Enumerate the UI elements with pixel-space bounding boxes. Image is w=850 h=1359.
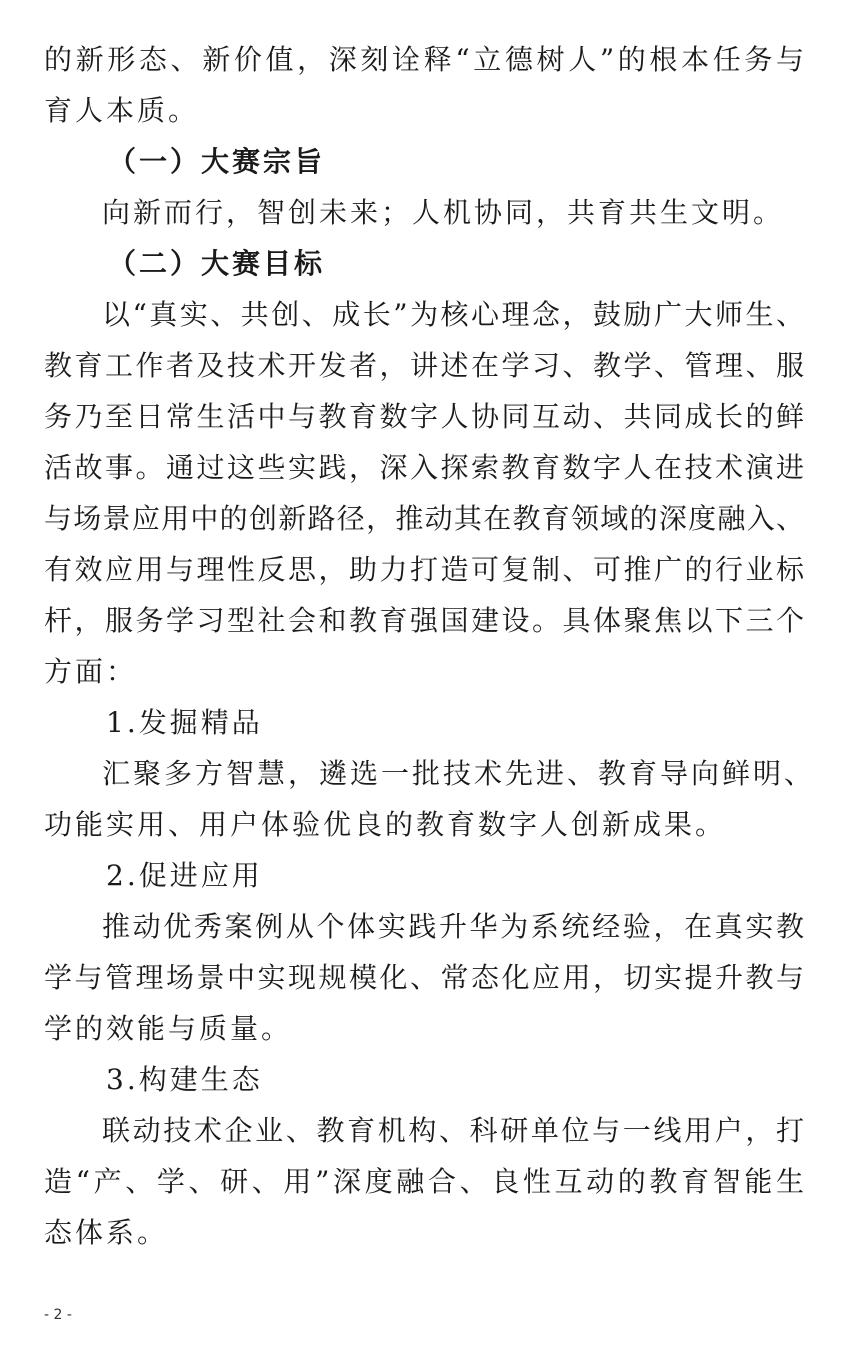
paragraph-line: 有效应用与理性反思，助力打造可复制、可推广的行业标: [44, 553, 804, 586]
paragraph-line: 联动技术企业、教育机构、科研单位与一线用户，打: [102, 1114, 804, 1147]
paragraph-line: 推动优秀案例从个体实践升华为系统经验，在真实教: [102, 910, 804, 943]
paragraph-line: 向新而行，智创未来；人机协同，共育共生文明。: [102, 196, 785, 229]
paragraph-line: 与场景应用中的创新路径，推动其在教育领域的深度融入、: [44, 502, 804, 535]
paragraph-line: 造“产、学、研、用”深度融合、良性互动的教育智能生: [44, 1165, 804, 1198]
paragraph-line: 务乃至日常生活中与教育数字人协同互动、共同成长的鲜: [44, 400, 804, 433]
paragraph-line: 功能实用、用户体验优良的教育数字人创新成果。: [44, 808, 727, 841]
subsection-heading-discover: 1.发掘精品: [106, 706, 263, 739]
paragraph-line: 教育工作者及技术开发者，讲述在学习、教学、管理、服: [44, 349, 804, 382]
subsection-heading-ecosystem: 3.构建生态: [106, 1063, 263, 1096]
paragraph-line: 活故事。通过这些实践，深入探索教育数字人在技术演进: [44, 451, 804, 484]
section-heading-goals: （二）大赛目标: [108, 247, 326, 280]
paragraph-line: 学与管理场景中实现规模化、常态化应用，切实提升教与: [44, 961, 804, 994]
section-heading-purpose: （一）大赛宗旨: [108, 145, 326, 178]
paragraph-line: 汇聚多方智慧，遴选一批技术先进、教育导向鲜明、: [102, 757, 816, 790]
paragraph-line: 以“真实、共创、成长”为核心理念，鼓励广大师生、: [102, 298, 804, 331]
document-body: [44, 34, 816, 1258]
paragraph-line: 杆，服务学习型社会和教育强国建设。具体聚焦以下三个: [44, 604, 804, 637]
paragraph-line: 态体系。: [44, 1216, 169, 1249]
paragraph-line: 育人本质。: [44, 94, 200, 127]
paragraph-line: 方面：: [44, 655, 138, 688]
subsection-heading-promote: 2.促进应用: [106, 859, 263, 892]
paragraph-line: 的新形态、新价值，深刻诠释“立德树人”的根本任务与: [44, 43, 804, 76]
paragraph-line: 学的效能与质量。: [44, 1012, 293, 1045]
page-number: - 2 -: [44, 1307, 72, 1323]
